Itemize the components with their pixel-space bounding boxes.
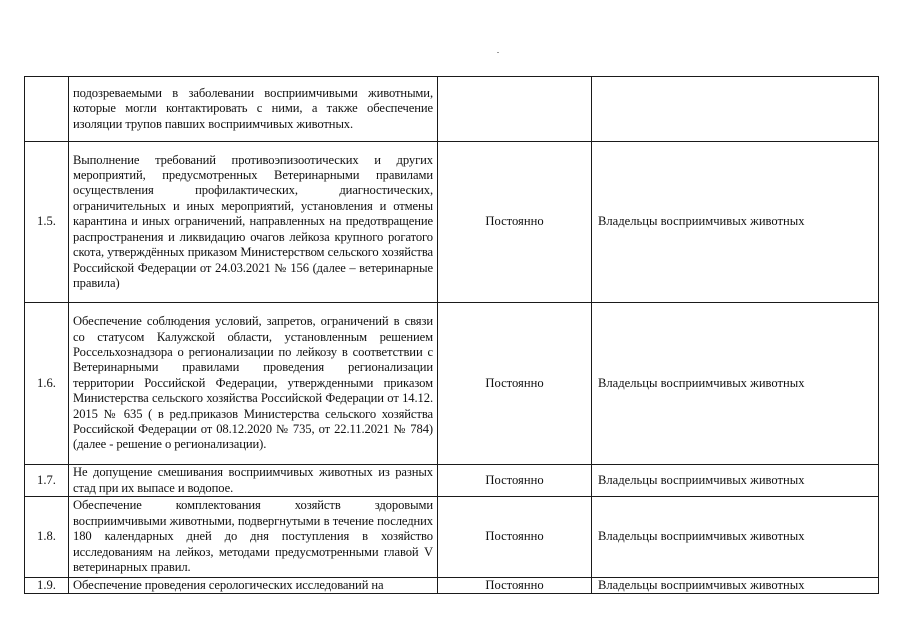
deadline-cell xyxy=(438,77,592,142)
measure-text: Обеспечение комплектования хозяйств здоровыми восприимчивыми животными, подвергнутыми в течение последних 180 календарных дней до дня поступления в хозяйство исследованиям на лейкоз, методами предусмотренными главой V ветеринарных правил. xyxy=(73,498,433,575)
deadline-cell: Постоянно xyxy=(438,303,592,465)
measure-text: Выполнение требований противоэпизоотических и других мероприятий, предусмотренных Ветеринарными правилами осуществления профилактических, диагностических, ограничительных и иных мероприятий, установления и отмены карантина и иных ограничений, направленных на предотвращение распространения и ликвидацию очагов лейкоза крупного рогатого скота, утверждённых приказом Министерством сельского хозяйства Российской Федерации от 24.03.2021 № 156 (далее – ветеринарные правила) xyxy=(73,152,433,290)
table-row xyxy=(25,578,879,594)
table-row xyxy=(25,142,879,303)
responsible-text: Владельцы восприимчивых животных xyxy=(598,375,805,390)
table-row xyxy=(25,77,879,142)
responsible-cell xyxy=(592,497,879,578)
measure-description xyxy=(69,142,438,303)
deadline-cell: Постоянно xyxy=(438,142,592,303)
item-number: 1.7. xyxy=(25,465,69,497)
responsible-cell xyxy=(592,465,879,497)
table-row xyxy=(25,465,879,497)
deadline-cell: Постоянно xyxy=(438,497,592,578)
measures-table xyxy=(24,76,879,594)
measure-text: Обеспечение соблюдения условий, запретов, ограничений в связи со статусом Калужской области, установленным решением Россельхознадзора о регионализации по лейкозу в соответствии с Ветеринарными правилами проведения регионализации территории Российской Федерации, утвержденными приказом Министерства сельского хозяйства Российской Федерации от 14.12. 2015 № 635 ( в ред.приказов Министерства сельского хозяйства Российской Федерации от 08.12.2020 № 735, от 22.11.2021 № 784) (далее - решение о регионализации). xyxy=(73,314,433,452)
responsible-text: Владельцы восприимчивых животных xyxy=(598,529,805,544)
measure-text: Обеспечение проведения серологических исследований на xyxy=(73,578,384,592)
deadline-cell: Постоянно xyxy=(438,465,592,497)
item-number xyxy=(25,77,69,142)
responsible-text: Владельцы восприимчивых животных xyxy=(598,214,805,229)
measure-description xyxy=(69,578,438,594)
scan-speck xyxy=(497,52,499,53)
item-number: 1.6. xyxy=(25,303,69,465)
measure-text: подозреваемыми в заболевании восприимчивыми животными, которые могли контактировать с ними, а также обеспечение изоляции трупов павших восприимчивых животных. xyxy=(73,85,433,131)
item-number: 1.5. xyxy=(25,142,69,303)
responsible-text: Владельцы восприимчивых животных xyxy=(598,472,805,487)
item-number: 1.9. xyxy=(25,578,69,594)
item-number: 1.8. xyxy=(25,497,69,578)
measure-description xyxy=(69,497,438,578)
table-row xyxy=(25,303,879,465)
table-row xyxy=(25,497,879,578)
measure-text: Не допущение смешивания восприимчивых животных из разных стад при их выпасе и водопое. xyxy=(73,465,433,495)
measure-description xyxy=(69,465,438,497)
responsible-cell xyxy=(592,77,879,142)
responsible-cell xyxy=(592,142,879,303)
responsible-text: Владельцы восприимчивых животных xyxy=(598,578,805,592)
measure-description xyxy=(69,77,438,142)
measure-description xyxy=(69,303,438,465)
responsible-cell xyxy=(592,303,879,465)
responsible-cell xyxy=(592,578,879,594)
deadline-cell: Постоянно xyxy=(438,578,592,594)
